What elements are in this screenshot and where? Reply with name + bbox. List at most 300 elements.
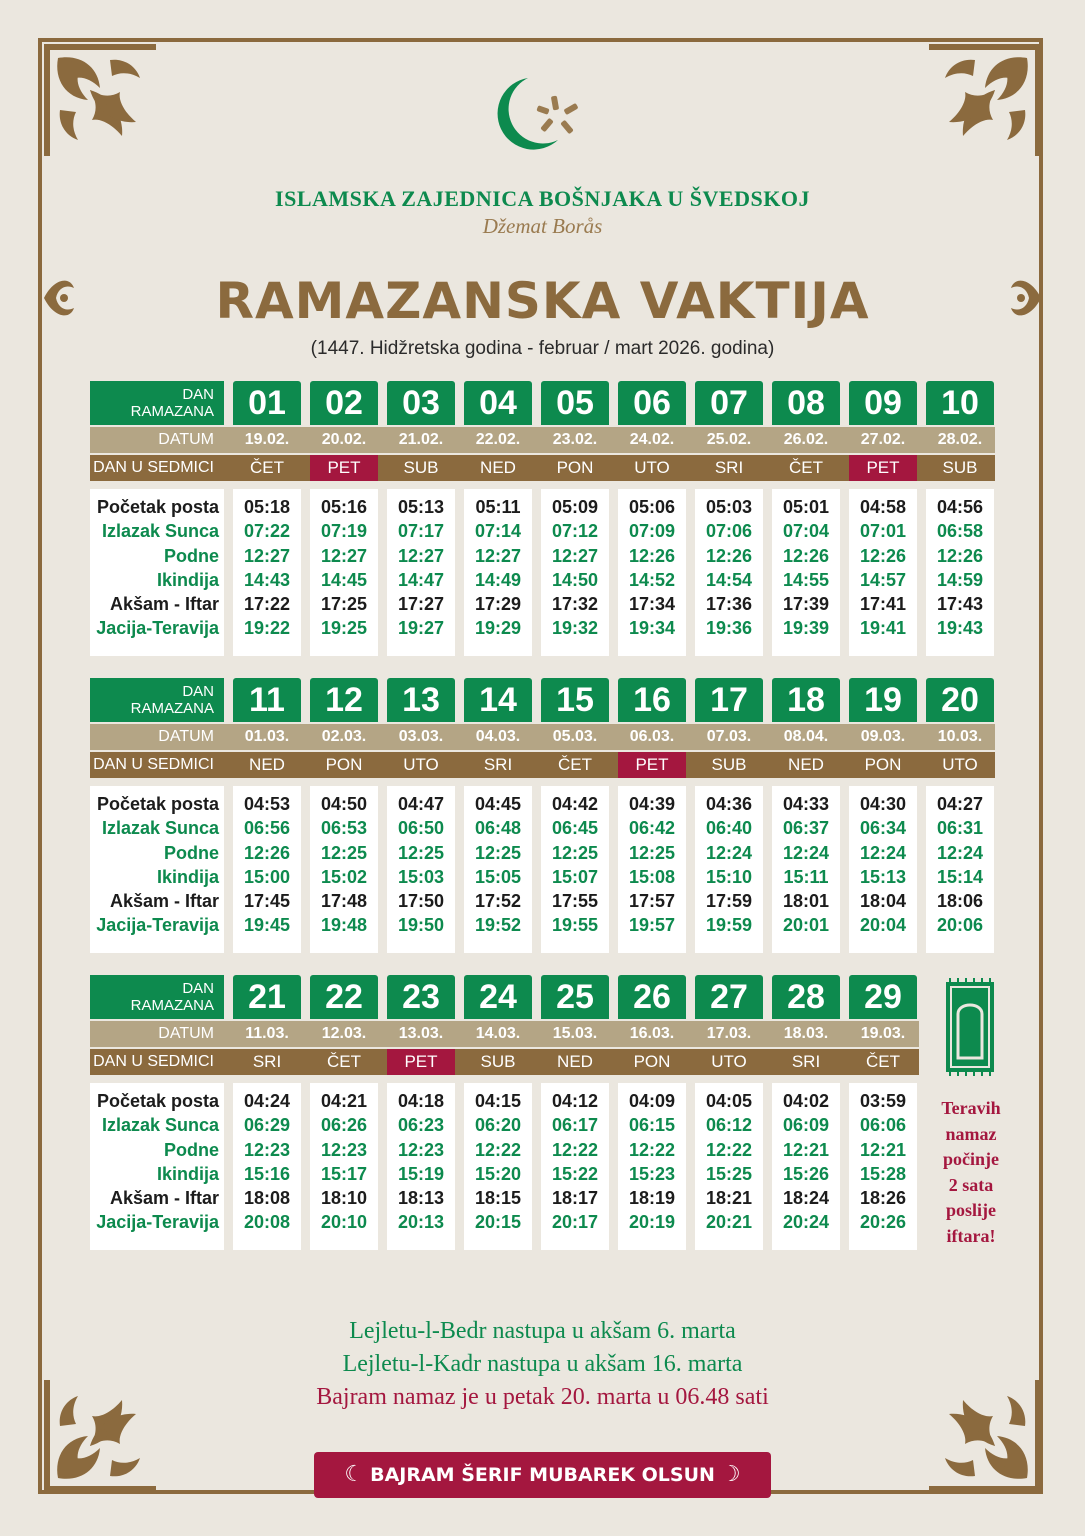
teravih-note-line: Teravih	[941, 1098, 1001, 1118]
day-number: 26	[618, 975, 686, 1019]
bajram-banner	[314, 1452, 771, 1498]
day-times	[926, 489, 994, 656]
prayer-time: 17:39	[782, 594, 830, 615]
prayer-time: 20:19	[628, 1212, 676, 1233]
day-number: 17	[695, 678, 763, 722]
day-column	[541, 381, 609, 656]
prayer-time: 17:25	[320, 594, 368, 615]
crescent-star-logo-icon	[492, 74, 592, 154]
prayer-time: 04:36	[705, 794, 753, 814]
prayer-time: 18:13	[397, 1188, 445, 1209]
label-dan-ramazana-line: RAMAZANA	[130, 403, 214, 420]
day-column	[695, 381, 763, 656]
prayer-time: 12:26	[859, 545, 907, 566]
prayer-time: 17:41	[859, 594, 907, 615]
prayer-time: 19:55	[551, 915, 599, 936]
prayer-time: 06:06	[859, 1115, 907, 1136]
day-date: 11.03.	[245, 1025, 289, 1042]
prayer-time: 14:45	[320, 569, 368, 590]
day-date: 05.03.	[552, 728, 598, 745]
prayer-time: 15:02	[320, 866, 368, 887]
prayer-time: 12:26	[936, 545, 984, 566]
row-label: Jacija-Teravija	[96, 1212, 219, 1233]
teravih-note-line: namaz	[945, 1123, 997, 1144]
prayer-time: 12:24	[936, 842, 984, 863]
prayer-time: 20:13	[397, 1212, 445, 1233]
day-number: 16	[618, 678, 686, 722]
label-dan-ramazana	[90, 975, 224, 1019]
prayer-time: 03:59	[859, 1091, 907, 1111]
day-date: 04.03.	[475, 728, 521, 745]
row-label: Podne	[163, 545, 219, 566]
day-date: 03.03.	[398, 728, 444, 745]
prayer-time: 20:08	[243, 1212, 291, 1233]
prayer-time: 04:30	[859, 794, 907, 814]
day-column	[464, 678, 532, 953]
prayer-time: 12:25	[397, 842, 445, 863]
prayer-time: 06:48	[474, 818, 522, 839]
prayer-time: 06:17	[551, 1115, 599, 1136]
day-number: 19	[849, 678, 917, 722]
day-weekday: PET	[849, 455, 917, 481]
prayer-time: 04:27	[936, 794, 984, 814]
day-number: 15	[541, 678, 609, 722]
prayer-time: 04:02	[782, 1091, 830, 1111]
prayer-time: 12:24	[782, 842, 830, 863]
crescent-icon: ☾	[344, 1462, 365, 1487]
prayer-time: 19:36	[705, 618, 753, 639]
day-times	[849, 489, 917, 656]
prayer-time: 20:15	[474, 1212, 522, 1233]
day-date: 16.03.	[629, 1025, 675, 1042]
prayer-time: 15:08	[628, 866, 676, 887]
prayer-time: 15:20	[474, 1163, 522, 1184]
prayer-time: 19:45	[243, 915, 291, 936]
day-number: 13	[387, 678, 455, 722]
organization-subtitle: Džemat Borås	[482, 214, 603, 238]
prayer-time: 06:31	[936, 818, 984, 839]
label-dan-u-sedmici: DAN U SEDMICI	[93, 1053, 214, 1070]
prayer-time: 05:09	[551, 497, 599, 517]
day-column	[618, 381, 686, 656]
day-weekday: UTO	[403, 755, 439, 774]
prayer-time: 17:43	[936, 594, 984, 615]
prayer-time: 07:01	[859, 521, 907, 542]
prayer-time: 06:53	[320, 818, 368, 839]
prayer-time: 06:50	[397, 818, 445, 839]
day-weekday: UTO	[634, 458, 670, 477]
prayer-time: 18:15	[474, 1188, 522, 1209]
day-weekday: SRI	[252, 1052, 282, 1071]
day-date: 15.03.	[552, 1025, 598, 1042]
prayer-time: 04:58	[859, 497, 907, 517]
label-datum: DATUM	[158, 728, 214, 745]
prayer-time: 06:23	[397, 1115, 445, 1136]
prayer-time: 14:47	[397, 569, 445, 590]
prayer-time: 04:39	[628, 794, 676, 814]
day-column	[233, 678, 301, 953]
day-weekday: SUB	[942, 458, 978, 477]
day-times	[618, 1083, 686, 1250]
day-date: 12.03.	[321, 1025, 367, 1042]
prayer-time: 15:22	[551, 1163, 599, 1184]
label-dan-ramazana	[90, 678, 224, 722]
prayer-time: 19:34	[628, 618, 676, 639]
prayer-time: 14:43	[243, 569, 291, 590]
label-dan-ramazana-line: DAN	[182, 980, 214, 997]
day-column	[541, 975, 609, 1250]
prayer-time: 17:34	[628, 594, 676, 615]
label-datum: DATUM	[158, 431, 214, 448]
row-labels	[90, 786, 224, 953]
note-bajram-namaz: Bajram namaz je u petak 20. marta u 06.48 sati	[316, 1384, 769, 1410]
prayer-time: 19:43	[936, 618, 984, 639]
day-times	[541, 786, 609, 953]
prayer-time: 17:48	[320, 891, 368, 912]
prayer-time: 14:59	[936, 569, 984, 590]
day-times	[849, 1083, 917, 1250]
teravih-note-line: iftara!	[946, 1225, 996, 1246]
prayer-time: 19:57	[628, 915, 676, 936]
page-subtitle: (1447. Hidžretska godina - februar / mart 2026. godina)	[310, 338, 775, 359]
day-times	[772, 786, 840, 953]
day-weekday: SRI	[714, 458, 744, 477]
prayer-time: 12:25	[551, 842, 599, 863]
prayer-time: 07:04	[782, 521, 830, 542]
prayer-time: 05:18	[243, 497, 291, 517]
prayer-time: 12:24	[705, 842, 753, 863]
row-label: Izlazak Sunca	[101, 1115, 219, 1136]
prayer-time: 18:19	[628, 1188, 676, 1209]
row-label: Početak posta	[96, 497, 219, 517]
prayer-time: 06:37	[782, 818, 830, 839]
prayer-time: 17:45	[243, 891, 291, 912]
prayer-time: 12:27	[320, 545, 368, 566]
prayer-time: 06:12	[705, 1115, 753, 1136]
day-number: 09	[849, 381, 917, 425]
prayer-time: 05:03	[705, 497, 753, 517]
prayer-time: 15:13	[859, 866, 907, 887]
row-label: Izlazak Sunca	[101, 521, 219, 542]
label-dan-ramazana-line: DAN	[182, 386, 214, 403]
prayer-time: 12:25	[474, 842, 522, 863]
prayer-time: 17:57	[628, 891, 676, 912]
day-column	[387, 381, 455, 656]
day-weekday: ČET	[789, 458, 823, 477]
day-times	[387, 786, 455, 953]
day-times	[772, 1083, 840, 1250]
prayer-time: 18:24	[782, 1188, 830, 1209]
prayer-time: 19:52	[474, 915, 522, 936]
prayer-time: 12:26	[782, 545, 830, 566]
label-dan-ramazana-line: RAMAZANA	[130, 997, 214, 1014]
prayer-time: 12:22	[474, 1139, 522, 1160]
prayer-time: 19:39	[782, 618, 830, 639]
day-date: 14.03.	[475, 1025, 521, 1042]
row-label: Ikindija	[156, 866, 219, 887]
day-weekday: PON	[556, 458, 594, 477]
prayer-time: 07:09	[628, 521, 676, 542]
day-number: 23	[387, 975, 455, 1019]
timetable-block	[90, 678, 995, 953]
row-label: Podne	[163, 1139, 219, 1160]
day-weekday: PON	[864, 755, 902, 774]
prayer-time: 12:22	[705, 1139, 753, 1160]
day-weekday: NED	[480, 458, 516, 477]
day-date: 28.02.	[937, 431, 983, 448]
prayer-time: 19:22	[243, 618, 291, 639]
day-times	[695, 786, 763, 953]
prayer-time: 12:25	[320, 842, 368, 863]
prayer-time: 19:27	[397, 618, 445, 639]
prayer-time: 17:29	[474, 594, 522, 615]
prayer-time: 07:12	[551, 521, 599, 542]
day-number: 08	[772, 381, 840, 425]
prayer-time: 04:45	[474, 794, 522, 814]
prayer-time: 17:59	[705, 891, 753, 912]
prayer-time: 06:20	[474, 1115, 522, 1136]
day-times	[233, 1083, 301, 1250]
day-number: 25	[541, 975, 609, 1019]
prayer-time: 18:26	[859, 1188, 907, 1209]
prayer-time: 04:47	[397, 794, 445, 814]
prayer-time: 12:23	[320, 1139, 368, 1160]
prayer-time: 15:05	[474, 866, 522, 887]
day-weekday: PET	[618, 752, 686, 778]
row-label: Ikindija	[156, 569, 219, 590]
day-number: 29	[849, 975, 917, 1019]
prayer-time: 07:06	[705, 521, 753, 542]
prayer-time: 19:50	[397, 915, 445, 936]
prayer-time: 06:34	[859, 818, 907, 839]
day-column	[618, 975, 686, 1250]
day-times	[695, 1083, 763, 1250]
day-number: 18	[772, 678, 840, 722]
prayer-time: 15:00	[243, 866, 291, 887]
prayer-time: 06:42	[628, 818, 676, 839]
day-number: 07	[695, 381, 763, 425]
prayer-time: 14:55	[782, 569, 830, 590]
prayer-time: 20:06	[936, 915, 984, 936]
label-dan-ramazana-line: RAMAZANA	[130, 700, 214, 717]
day-number: 28	[772, 975, 840, 1019]
prayer-time: 12:26	[705, 545, 753, 566]
day-column	[695, 975, 763, 1250]
prayer-time: 14:57	[859, 569, 907, 590]
day-number: 11	[233, 678, 301, 722]
day-date: 21.02.	[398, 431, 444, 448]
day-weekday: PET	[310, 455, 378, 481]
prayer-time: 05:11	[475, 497, 521, 517]
day-times	[618, 489, 686, 656]
prayer-time: 12:23	[243, 1139, 291, 1160]
prayer-time: 20:21	[705, 1212, 753, 1233]
day-date: 06.03.	[629, 728, 675, 745]
prayer-time: 06:40	[705, 818, 753, 839]
day-column	[464, 381, 532, 656]
day-times	[464, 489, 532, 656]
day-weekday: PON	[325, 755, 363, 774]
prayer-time: 12:27	[397, 545, 445, 566]
prayer-time: 12:25	[628, 842, 676, 863]
row-label: Početak posta	[96, 794, 219, 814]
prayer-time: 17:36	[705, 594, 753, 615]
row-label: Jacija-Teravija	[96, 915, 219, 936]
teravih-note	[928, 1096, 1014, 1249]
prayer-time: 20:26	[859, 1212, 907, 1233]
prayer-time: 12:26	[628, 545, 676, 566]
day-column	[926, 381, 994, 656]
note-lejletu-l-kadr: Lejletu-l-Kadr nastupa u akšam 16. marta	[342, 1351, 743, 1377]
prayer-time: 17:27	[397, 594, 445, 615]
prayer-time: 15:25	[705, 1163, 753, 1184]
prayer-time: 04:42	[551, 794, 599, 814]
prayer-time: 19:25	[320, 618, 368, 639]
day-weekday: ČET	[866, 1052, 900, 1071]
day-column	[618, 678, 686, 953]
day-date: 09.03.	[860, 728, 906, 745]
prayer-time: 20:10	[320, 1212, 368, 1233]
day-column	[772, 381, 840, 656]
prayer-time: 14:54	[705, 569, 753, 590]
prayer-time: 04:12	[551, 1091, 599, 1111]
day-weekday: UTO	[711, 1052, 747, 1071]
prayer-time: 20:01	[782, 915, 830, 936]
prayer-time: 20:04	[859, 915, 907, 936]
teravih-note-line: 2 sata	[948, 1174, 994, 1195]
prayer-time: 06:45	[551, 818, 599, 839]
day-number: 05	[541, 381, 609, 425]
prayer-time: 15:23	[628, 1163, 676, 1184]
prayer-time: 15:17	[320, 1163, 368, 1184]
label-dan-ramazana	[90, 381, 224, 425]
day-number: 21	[233, 975, 301, 1019]
day-date: 17.03.	[706, 1025, 752, 1042]
day-times	[541, 489, 609, 656]
day-times	[464, 786, 532, 953]
ornament-icon	[40, 40, 160, 160]
day-number: 20	[926, 678, 994, 722]
timetable-block	[90, 975, 995, 1250]
day-column	[849, 381, 917, 656]
day-times	[310, 489, 378, 656]
day-weekday: PET	[387, 1049, 455, 1075]
day-number: 24	[464, 975, 532, 1019]
prayer-time: 05:01	[782, 497, 830, 517]
prayer-time: 19:48	[320, 915, 368, 936]
prayer-time: 18:10	[320, 1188, 368, 1209]
day-times	[233, 786, 301, 953]
day-date: 22.02.	[475, 431, 521, 448]
day-date: 02.03.	[321, 728, 367, 745]
label-datum: DATUM	[158, 1025, 214, 1042]
day-weekday: SRI	[791, 1052, 821, 1071]
teravih-note-line: poslije	[945, 1200, 996, 1220]
day-weekday: ČET	[558, 755, 592, 774]
day-times	[233, 489, 301, 656]
prayer-time: 14:50	[551, 569, 599, 590]
prayer-time: 07:22	[243, 521, 291, 542]
prayer-time: 05:13	[397, 497, 445, 517]
day-date: 07.03.	[706, 728, 752, 745]
day-times	[926, 786, 994, 953]
day-column	[310, 381, 378, 656]
day-times	[464, 1083, 532, 1250]
prayer-time: 04:53	[243, 794, 291, 814]
day-column	[926, 678, 994, 953]
prayer-time: 04:56	[936, 497, 984, 517]
crescent-icon: ☽	[720, 1462, 741, 1487]
day-column	[772, 975, 840, 1250]
prayer-time: 05:16	[320, 497, 368, 517]
day-column	[387, 975, 455, 1250]
prayer-time: 04:18	[397, 1091, 445, 1111]
prayer-time: 04:50	[320, 794, 368, 814]
prayer-time: 04:24	[243, 1091, 291, 1111]
day-times	[618, 786, 686, 953]
prayer-time: 07:17	[397, 521, 445, 542]
prayer-time: 12:26	[243, 842, 291, 863]
prayer-time: 06:15	[628, 1115, 676, 1136]
day-weekday: ČET	[327, 1052, 361, 1071]
day-column	[387, 678, 455, 953]
day-column	[233, 381, 301, 656]
row-label: Akšam - Iftar	[109, 1188, 219, 1209]
day-number: 14	[464, 678, 532, 722]
prayer-time: 17:50	[397, 891, 445, 912]
row-label: Podne	[163, 842, 219, 863]
prayer-time: 12:27	[551, 545, 599, 566]
day-times	[310, 786, 378, 953]
teravih-note-line: počinje	[943, 1149, 999, 1169]
prayer-time: 14:52	[628, 569, 676, 590]
day-weekday: NED	[788, 755, 824, 774]
banner-text: BAJRAM ŠERIF MUBAREK OLSUN	[370, 1464, 715, 1486]
ornament-icon	[925, 40, 1045, 160]
label-dan-u-sedmici: DAN U SEDMICI	[93, 459, 214, 476]
day-column	[233, 975, 301, 1250]
prayer-rug-icon	[942, 978, 998, 1076]
organization-name: ISLAMSKA ZAJEDNICA BOŠNJAKA U ŠVEDSKOJ	[275, 186, 810, 211]
note-lejletu-l-bedr: Lejletu-l-Bedr nastupa u akšam 6. marta	[349, 1318, 736, 1344]
day-number: 27	[695, 975, 763, 1019]
prayer-time: 06:58	[936, 521, 984, 542]
prayer-time: 19:32	[551, 618, 599, 639]
day-times	[772, 489, 840, 656]
day-times	[387, 1083, 455, 1250]
prayer-time: 18:01	[782, 891, 830, 912]
prayer-time: 17:52	[474, 891, 522, 912]
day-number: 03	[387, 381, 455, 425]
prayer-time: 04:05	[705, 1091, 753, 1111]
day-times	[387, 489, 455, 656]
day-column	[310, 678, 378, 953]
prayer-time: 15:26	[782, 1163, 830, 1184]
prayer-time: 20:17	[551, 1212, 599, 1233]
prayer-time: 12:24	[859, 842, 907, 863]
day-column	[772, 678, 840, 953]
prayer-time: 07:19	[320, 521, 368, 542]
prayer-time: 04:15	[474, 1091, 522, 1111]
prayer-time: 18:21	[705, 1188, 753, 1209]
prayer-time: 04:33	[782, 794, 830, 814]
day-times	[310, 1083, 378, 1250]
day-column	[849, 678, 917, 953]
prayer-time: 12:21	[859, 1139, 907, 1160]
prayer-time: 15:28	[859, 1163, 907, 1184]
prayer-time: 18:06	[936, 891, 984, 912]
prayer-time: 17:22	[243, 594, 291, 615]
